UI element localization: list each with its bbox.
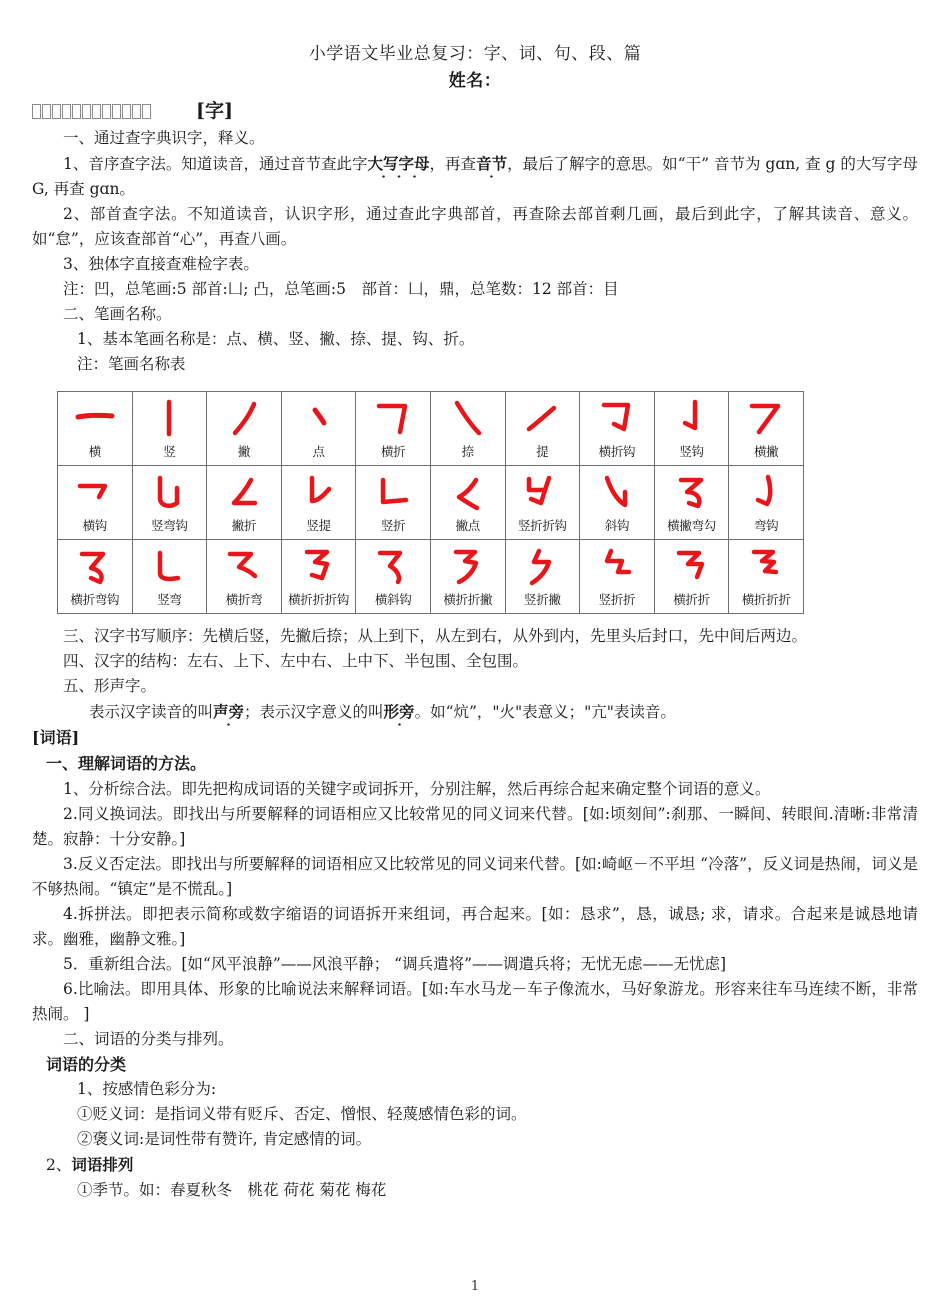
zi-paragraph-2: 2、部首查字法。不知道读音，认识字形，通过查此字典部首，再查除去部首剩几画，最后到此字，了解其读音、意义。如“怠”，应该查部首“心”，再查八画。	[32, 205, 918, 248]
zi-p1-emphasis-1: 大写字母	[367, 154, 430, 173]
stroke-label: 横折弯钩	[70, 592, 120, 607]
ciyu-method-2: 2.同义换词法。即找出与所要解释的词语相应又比较常见的同义词来代替。[如:顷刻间”:刹那、一瞬间、转眼间.清晰:非常清楚。寂静：十分安静。]	[32, 805, 918, 848]
hengzhe-stroke-icon	[356, 396, 430, 443]
stroke-label: 横钩	[82, 518, 107, 533]
tofu-box	[52, 104, 61, 119]
hengzhegou-stroke-icon	[580, 396, 654, 443]
stroke-cell	[430, 540, 505, 614]
stroke-label: 竖折折钩	[517, 518, 567, 533]
zi-paragraph-1	[32, 151, 918, 202]
stroke-cell	[729, 540, 804, 614]
xiegou-stroke-icon	[580, 470, 654, 517]
zi-p7-part-b: ；表示汉字意义的叫	[244, 703, 384, 721]
zi-heading-5: 五、形声字。	[63, 677, 157, 695]
stroke-label: 撇点	[455, 518, 480, 533]
stroke-label: 弯钩	[753, 518, 779, 533]
zi-p1-part-c: ，最后了解字的意思。如“干” 音节为 gɑn, 查 g 的大写字母 G, 再查 gɑn。	[32, 155, 918, 198]
stroke-label: 撇	[237, 444, 251, 459]
hengzhezhe-stroke-icon	[655, 544, 729, 591]
shugou-stroke-icon	[655, 396, 729, 443]
stroke-cell	[729, 392, 804, 466]
stroke-cell	[207, 392, 282, 466]
stroke-cell	[505, 392, 580, 466]
na-stroke-icon	[431, 396, 505, 443]
stroke-cell	[132, 466, 207, 540]
wangou-stroke-icon	[729, 470, 803, 517]
hengzhewan-stroke-icon	[207, 544, 281, 591]
shuzhepie-stroke-icon	[506, 544, 580, 591]
stroke-label: 竖折	[380, 518, 406, 533]
stroke-label: 横	[88, 444, 101, 459]
stroke-cell	[580, 466, 655, 540]
stroke-cell	[580, 392, 655, 466]
stroke-table-row	[58, 392, 804, 466]
stroke-label: 竖折撇	[524, 592, 561, 607]
pie-stroke-icon	[207, 396, 281, 443]
section-heading-zi: [字]	[196, 100, 233, 122]
stroke-label: 竖	[163, 444, 176, 459]
stroke-label: 竖弯钩	[151, 518, 188, 533]
stroke-label: 撇折	[231, 518, 257, 533]
zi-heading-3: 三、汉字书写顺序：先横后竖，先撇后捺；从上到下，从左到右，从外到内，先里头后封口，先中间后两边。	[63, 627, 808, 645]
zi-p7-part-a: 表示汉字读音的叫	[89, 703, 214, 721]
tofu-box	[112, 104, 121, 119]
stroke-label: 横撇	[753, 444, 779, 459]
ciyu-arrangement-title: 词语排列	[71, 1155, 134, 1174]
ciyu-derogatory-item: ①贬义词：是指词义带有贬斥、否定、憎恨、轻蔑感情色彩的词。	[77, 1105, 527, 1123]
stroke-cell	[281, 392, 356, 466]
tofu-box	[82, 104, 91, 119]
shuzhezhegou-stroke-icon	[506, 470, 580, 517]
stroke-label: 横折折折	[741, 592, 791, 607]
hengxiegou-stroke-icon	[356, 544, 430, 591]
ciyu-commendatory-item: ②褒义词:是词性带有赞许, 肯定感情的词。	[77, 1130, 372, 1148]
stroke-label: 竖折折	[598, 592, 636, 607]
tofu-box	[42, 104, 51, 119]
stroke-cell	[356, 392, 431, 466]
hengzhezhepie-stroke-icon	[431, 544, 505, 591]
ciyu-heading-1: 一、理解词语的方法。	[46, 754, 207, 773]
stroke-cell	[430, 392, 505, 466]
stroke-cell	[430, 466, 505, 540]
zi-p1-part-b: ，再查	[429, 155, 477, 173]
zi-p7-emphasis-2: 形旁	[383, 702, 415, 721]
shuwan-stroke-icon	[133, 544, 207, 591]
stroke-label: 横折弯	[225, 592, 263, 607]
piedian-stroke-icon	[431, 470, 505, 517]
stroke-label: 横撇弯勾	[667, 518, 716, 533]
stroke-cell	[58, 540, 133, 614]
ciyu-heading-2: 二、词语的分类与排列。	[63, 1030, 234, 1048]
stroke-cell	[654, 392, 729, 466]
stroke-name-table-wrapper	[57, 391, 918, 614]
zi-p7-part-c: 。如“炕”，"火"表意义；"亢"表读音。	[414, 703, 676, 721]
zi-paragraph-4-note: 注：凹，总笔画:5 部首:凵; 凸，总笔画:5 部首：凵，鼎，总笔数：12 部首：目	[63, 280, 619, 298]
page-number: 1	[470, 1279, 480, 1294]
stroke-cell	[281, 540, 356, 614]
stroke-table-row	[58, 466, 804, 540]
hengzhewangou-stroke-icon	[58, 544, 132, 591]
stroke-label: 点	[312, 444, 325, 459]
stroke-cell	[356, 540, 431, 614]
ciyu-method-5: 5．重新组合法。[如“风平浪静”——风浪平静； “调兵遣将”——调遣兵将；无忧无虑——无忧虑]	[63, 955, 727, 973]
tofu-box	[122, 104, 131, 119]
henggou-stroke-icon	[58, 470, 132, 517]
hengzhezhezhegou-stroke-icon	[282, 544, 356, 591]
stroke-label: 竖弯	[157, 592, 182, 607]
hengzhezhezhe-stroke-icon	[729, 544, 803, 591]
stroke-label: 横折折撇	[443, 592, 493, 607]
document-title: 小学语文毕业总复习：字、词、句、段、篇	[308, 44, 642, 64]
stroke-label: 横折钩	[598, 444, 636, 459]
zi-heading-1: 一、通过查字典识字，释义。	[63, 129, 265, 147]
ciyu-classification-intro: 1、按感情色彩分为:	[77, 1080, 217, 1098]
dian-stroke-icon	[282, 396, 356, 443]
stroke-label: 竖提	[306, 518, 331, 533]
stroke-label: 横折折折钩	[288, 592, 350, 607]
tofu-box	[32, 104, 41, 119]
stroke-label: 斜钩	[604, 518, 630, 533]
tofu-placeholder-row	[32, 100, 918, 126]
stroke-cell	[132, 392, 207, 466]
stroke-name-table	[57, 391, 804, 614]
ciyu-method-6: 6.比喻法。即用具体、形象的比喻说法来解释词语。[如:车水马龙－车子像流水，马好象游龙。形容来往车马连续不断，非常热闹。 ]	[32, 980, 918, 1023]
stroke-label: 竖钩	[679, 444, 704, 459]
tofu-glyphs	[32, 102, 152, 121]
zi-heading-2: 二、笔画名称。	[63, 305, 172, 323]
zi-heading-4: 四、汉字的结构：左右、上下、左中右、上中下、半包围、全包围。	[63, 652, 529, 670]
shuzhe-stroke-icon	[356, 470, 430, 517]
zi-p1-part-a: 1、音序查字法。知道读音，通过音节查此字	[63, 155, 368, 173]
stroke-cell	[505, 466, 580, 540]
shuzhezhe-stroke-icon	[580, 544, 654, 591]
ti-stroke-icon	[506, 396, 580, 443]
heng-stroke-icon	[58, 396, 132, 443]
piezhe-stroke-icon	[207, 470, 281, 517]
zi-p7-emphasis-1: 声旁	[213, 702, 245, 721]
tofu-box	[132, 104, 141, 119]
stroke-cell	[356, 466, 431, 540]
stroke-cell	[207, 540, 282, 614]
hengpie-stroke-icon	[729, 396, 803, 443]
tofu-box	[72, 104, 81, 119]
stroke-cell	[654, 540, 729, 614]
ciyu-subheading-arrangement	[32, 1152, 918, 1178]
section-heading-ciyu: [词语]	[32, 728, 80, 747]
zi-paragraph-5: 1、基本笔画名称是：点、横、竖、撇、捺、提、钩、折。	[77, 330, 475, 348]
stroke-label: 横斜钩	[374, 592, 412, 607]
student-name-label: 姓名：	[448, 71, 502, 91]
ciyu-method-1: 1、分析综合法。即先把构成词语的关键字或词拆开，分别注解，然后再综合起来确定整个词语的意义。	[63, 780, 771, 798]
stroke-cell	[207, 466, 282, 540]
stroke-cell	[58, 392, 133, 466]
ciyu-season-example: ①季节。如：春夏秋冬 桃花 荷花 菊花 梅花	[77, 1181, 387, 1199]
stroke-cell	[580, 540, 655, 614]
ciyu-subheading-classification: 词语的分类	[46, 1055, 127, 1074]
tofu-box	[92, 104, 101, 119]
zi-paragraph-3: 3、独体字直接查难检字表。	[63, 255, 259, 273]
stroke-label: 横折	[380, 444, 406, 459]
zi-p1-emphasis-2: 音节	[476, 154, 508, 173]
stroke-cell	[505, 540, 580, 614]
stroke-cell	[729, 466, 804, 540]
stroke-cell	[58, 466, 133, 540]
zi-paragraph-7	[32, 699, 918, 725]
stroke-cell	[132, 540, 207, 614]
tofu-box	[102, 104, 111, 119]
shuti-stroke-icon	[282, 470, 356, 517]
stroke-table-row	[58, 540, 804, 614]
ciyu-method-4: 4.拆拼法。即把表示简称或数字缩语的词语拆开来组词，再合起来。[如：恳求”，恳，诚恳; 求，请求。合起来是诚恳地请求。幽雅，幽静文雅。]	[32, 905, 918, 948]
stroke-cell	[654, 466, 729, 540]
shu-stroke-icon	[133, 396, 207, 443]
tofu-box	[62, 104, 71, 119]
ciyu-arrangement-number: 2、	[46, 1156, 72, 1174]
stroke-label: 横折折	[673, 592, 710, 607]
stroke-label: 捺	[461, 444, 474, 459]
stroke-label: 提	[536, 444, 549, 459]
ciyu-method-3: 3.反义否定法。即找出与所要解释的词语相应又比较常见的同义词来代替。[如:崎岖－不平坦 “冷落”，反义词是热闹，词义是不够热闹。“镇定”是不慌乱。]	[32, 855, 918, 898]
hengpiewangou-stroke-icon	[655, 470, 729, 517]
shuwangou-stroke-icon	[133, 470, 207, 517]
stroke-cell	[281, 466, 356, 540]
tofu-box	[142, 104, 151, 119]
zi-paragraph-6-note: 注：笔画名称表	[77, 355, 186, 373]
